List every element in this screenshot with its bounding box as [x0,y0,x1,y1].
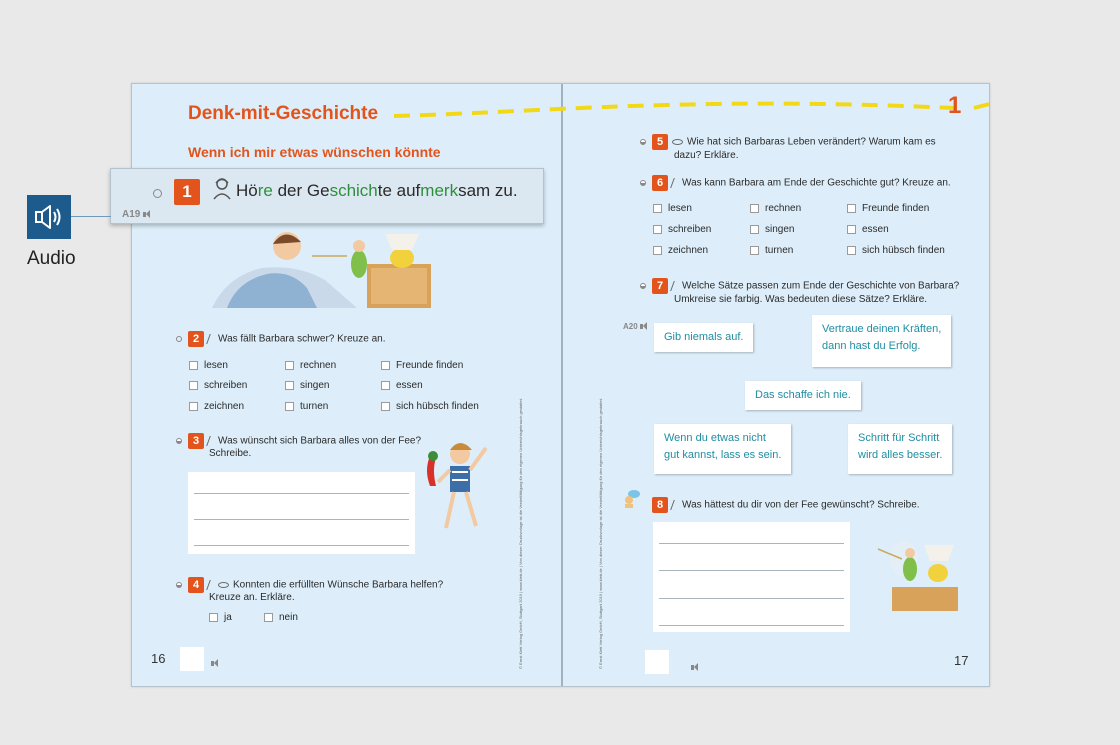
audio-code-a19[interactable]: A19 [122,209,153,220]
option[interactable]: rechnen [285,360,336,371]
task-8 [640,497,920,513]
pencil-icon [670,281,680,291]
pencil-icon [670,500,680,510]
task-4-line2: Kreuze an. Erkläre. [209,592,295,603]
level-circle-icon [640,139,646,145]
checkbox[interactable] [189,381,198,390]
checkbox[interactable] [381,381,390,390]
task-number: 7 [652,278,668,294]
writing-area[interactable] [653,522,850,632]
checkbox[interactable] [750,246,759,255]
task-6 [640,175,951,191]
listening-person-icon [212,177,232,201]
speech-person-icon [623,489,641,509]
checkbox[interactable] [285,402,294,411]
option[interactable]: zeichnen [653,245,708,256]
sentence-card-3[interactable]: Das schaffe ich nie. [745,381,861,410]
checkbox[interactable] [847,225,856,234]
level-circle-icon [176,336,182,342]
sentence-card-5[interactable]: Schritt für Schritt wird alles besser. [848,424,952,474]
checkbox[interactable] [285,361,294,370]
speaker-icon[interactable] [143,210,153,219]
option[interactable]: essen [847,224,889,235]
audio-connector-line [71,216,111,217]
writing-area[interactable] [188,472,415,554]
option[interactable]: essen [381,380,423,391]
copyright-right: © Ernst Klett Verlag GmbH, Stuttgart 2019 | www.klett.de | Von dieser Druckvorlage ist die Vervielfältigung für den eigenen Unterrichtsgebrauch gestattet. [598,398,603,669]
checkbox[interactable] [189,361,198,370]
checkbox[interactable] [847,204,856,213]
task-text: Was fällt Barbara schwer? Kreuze an. [218,333,386,345]
option[interactable]: singen [750,224,794,235]
audio-code-a20[interactable]: A20 [623,322,650,331]
task-text: Was kann Barbara am Ende der Geschichte gut? Kreuze an. [682,177,951,189]
task-text: Was hättest du dir von der Fee gewünscht? Schreibe. [682,499,920,511]
page-title: Denk-mit-Geschichte [188,103,379,124]
option[interactable]: lesen [189,360,228,371]
task-7 [640,278,959,294]
option[interactable]: singen [285,380,329,391]
page-number-left: 16 [151,651,166,666]
fairy-nightstand-illustration [872,529,962,611]
speaker-icon [27,195,71,239]
option[interactable]: schreiben [189,380,247,391]
checkbox[interactable] [750,204,759,213]
task-number: 3 [188,433,204,449]
writing-line [194,493,409,494]
code-box-left [180,647,204,671]
checkbox[interactable] [189,402,198,411]
option-ja[interactable]: ja [209,612,232,623]
option[interactable]: zeichnen [189,401,244,412]
checkbox[interactable] [209,613,218,622]
level-circle-icon [640,180,646,186]
chapter-dash-line [394,98,989,124]
speaker-icon[interactable] [211,659,221,668]
checkbox[interactable] [653,204,662,213]
sentence-card-1[interactable]: Gib niemals auf. [654,323,753,352]
page-subtitle: Wenn ich mir etwas wünschen könnte [188,144,441,160]
task-1-zoom-overlay [110,168,544,224]
level-circle-icon [153,189,162,198]
checkbox[interactable] [653,246,662,255]
audio-label: Audio [27,248,76,269]
writing-line [194,519,409,520]
task-2 [176,331,385,347]
task-number: 4 [188,577,204,593]
checkbox[interactable] [285,381,294,390]
speaker-icon[interactable] [691,663,701,672]
page-number-right: 17 [954,653,969,668]
checkbox[interactable] [264,613,273,622]
checkbox[interactable] [847,246,856,255]
sentence-card-4[interactable]: Wenn du etwas nicht gut kannst, lass es sein. [654,424,791,474]
task-text: Wie hat sich Barbaras Leben verändert? Warum kam es [687,136,936,148]
pencil-icon [670,178,680,188]
task-number: 6 [652,175,668,191]
task-number: 5 [652,134,668,150]
option[interactable]: turnen [285,401,328,412]
task-number: 1 [174,179,200,205]
task-4-options [209,612,329,628]
level-circle-icon [640,283,646,289]
option[interactable]: sich hübsch finden [847,245,945,256]
option[interactable]: lesen [653,203,692,214]
pencil-icon [206,580,216,590]
option[interactable]: schreiben [653,224,711,235]
task-text: Was wünscht sich Barbara alles von der Fee? [218,435,422,447]
eye-icon [218,582,229,588]
writing-line [659,543,844,544]
sentence-card-2[interactable]: Vertraue deinen Kräften, dann hast du Erfolg. [812,315,951,367]
task-5-line2: dazu? Erkläre. [674,150,739,161]
writing-line [659,598,844,599]
speaker-icon[interactable] [640,322,650,331]
checkbox[interactable] [750,225,759,234]
option[interactable]: turnen [750,245,793,256]
task-7-line2: Umkreise sie farbig. Was bedeuten diese Sätze? Erkläre. [674,294,928,305]
level-circle-icon [176,438,182,444]
task-3-line2: Schreibe. [209,448,252,459]
task-1-text: Höre der Geschichte aufmerksam zu. [236,181,518,200]
task-number: 8 [652,497,668,513]
option[interactable]: sich hübsch finden [381,401,479,412]
audio-button[interactable] [27,195,71,239]
pencil-icon [206,436,216,446]
task-number: 2 [188,331,204,347]
option-nein[interactable]: nein [264,612,298,623]
task-2-options [189,360,489,420]
chapter-number: 1 [948,92,962,119]
eye-icon [672,139,683,145]
task-5 [640,134,936,150]
code-box-right [645,650,669,674]
task-text: Welche Sätze passen zum Ende der Geschichte von Barbara? [682,280,960,292]
pencil-icon [206,334,216,344]
option[interactable]: rechnen [750,203,801,214]
writing-line [659,625,844,626]
writing-line [194,545,409,546]
level-circle-icon [176,582,182,588]
bed-fairy-illustration [207,226,435,308]
writing-line [659,570,844,571]
checkbox[interactable] [653,225,662,234]
checkbox[interactable] [381,402,390,411]
option[interactable]: Freunde finden [381,360,463,371]
task-text: Konnten die erfüllten Wünsche Barbara helfen? [233,579,444,591]
copyright-left: © Ernst Klett Verlag GmbH, Stuttgart 2019 | www.klett.de | Von dieser Druckvorlage ist die Vervielfältigung für den eigenen Unterrichtsgebrauch gestattet. [518,398,523,669]
girl-parrot-illustration [420,436,498,536]
book-spine [561,84,563,686]
task-6-options [653,203,953,263]
checkbox[interactable] [381,361,390,370]
option[interactable]: Freunde finden [847,203,929,214]
